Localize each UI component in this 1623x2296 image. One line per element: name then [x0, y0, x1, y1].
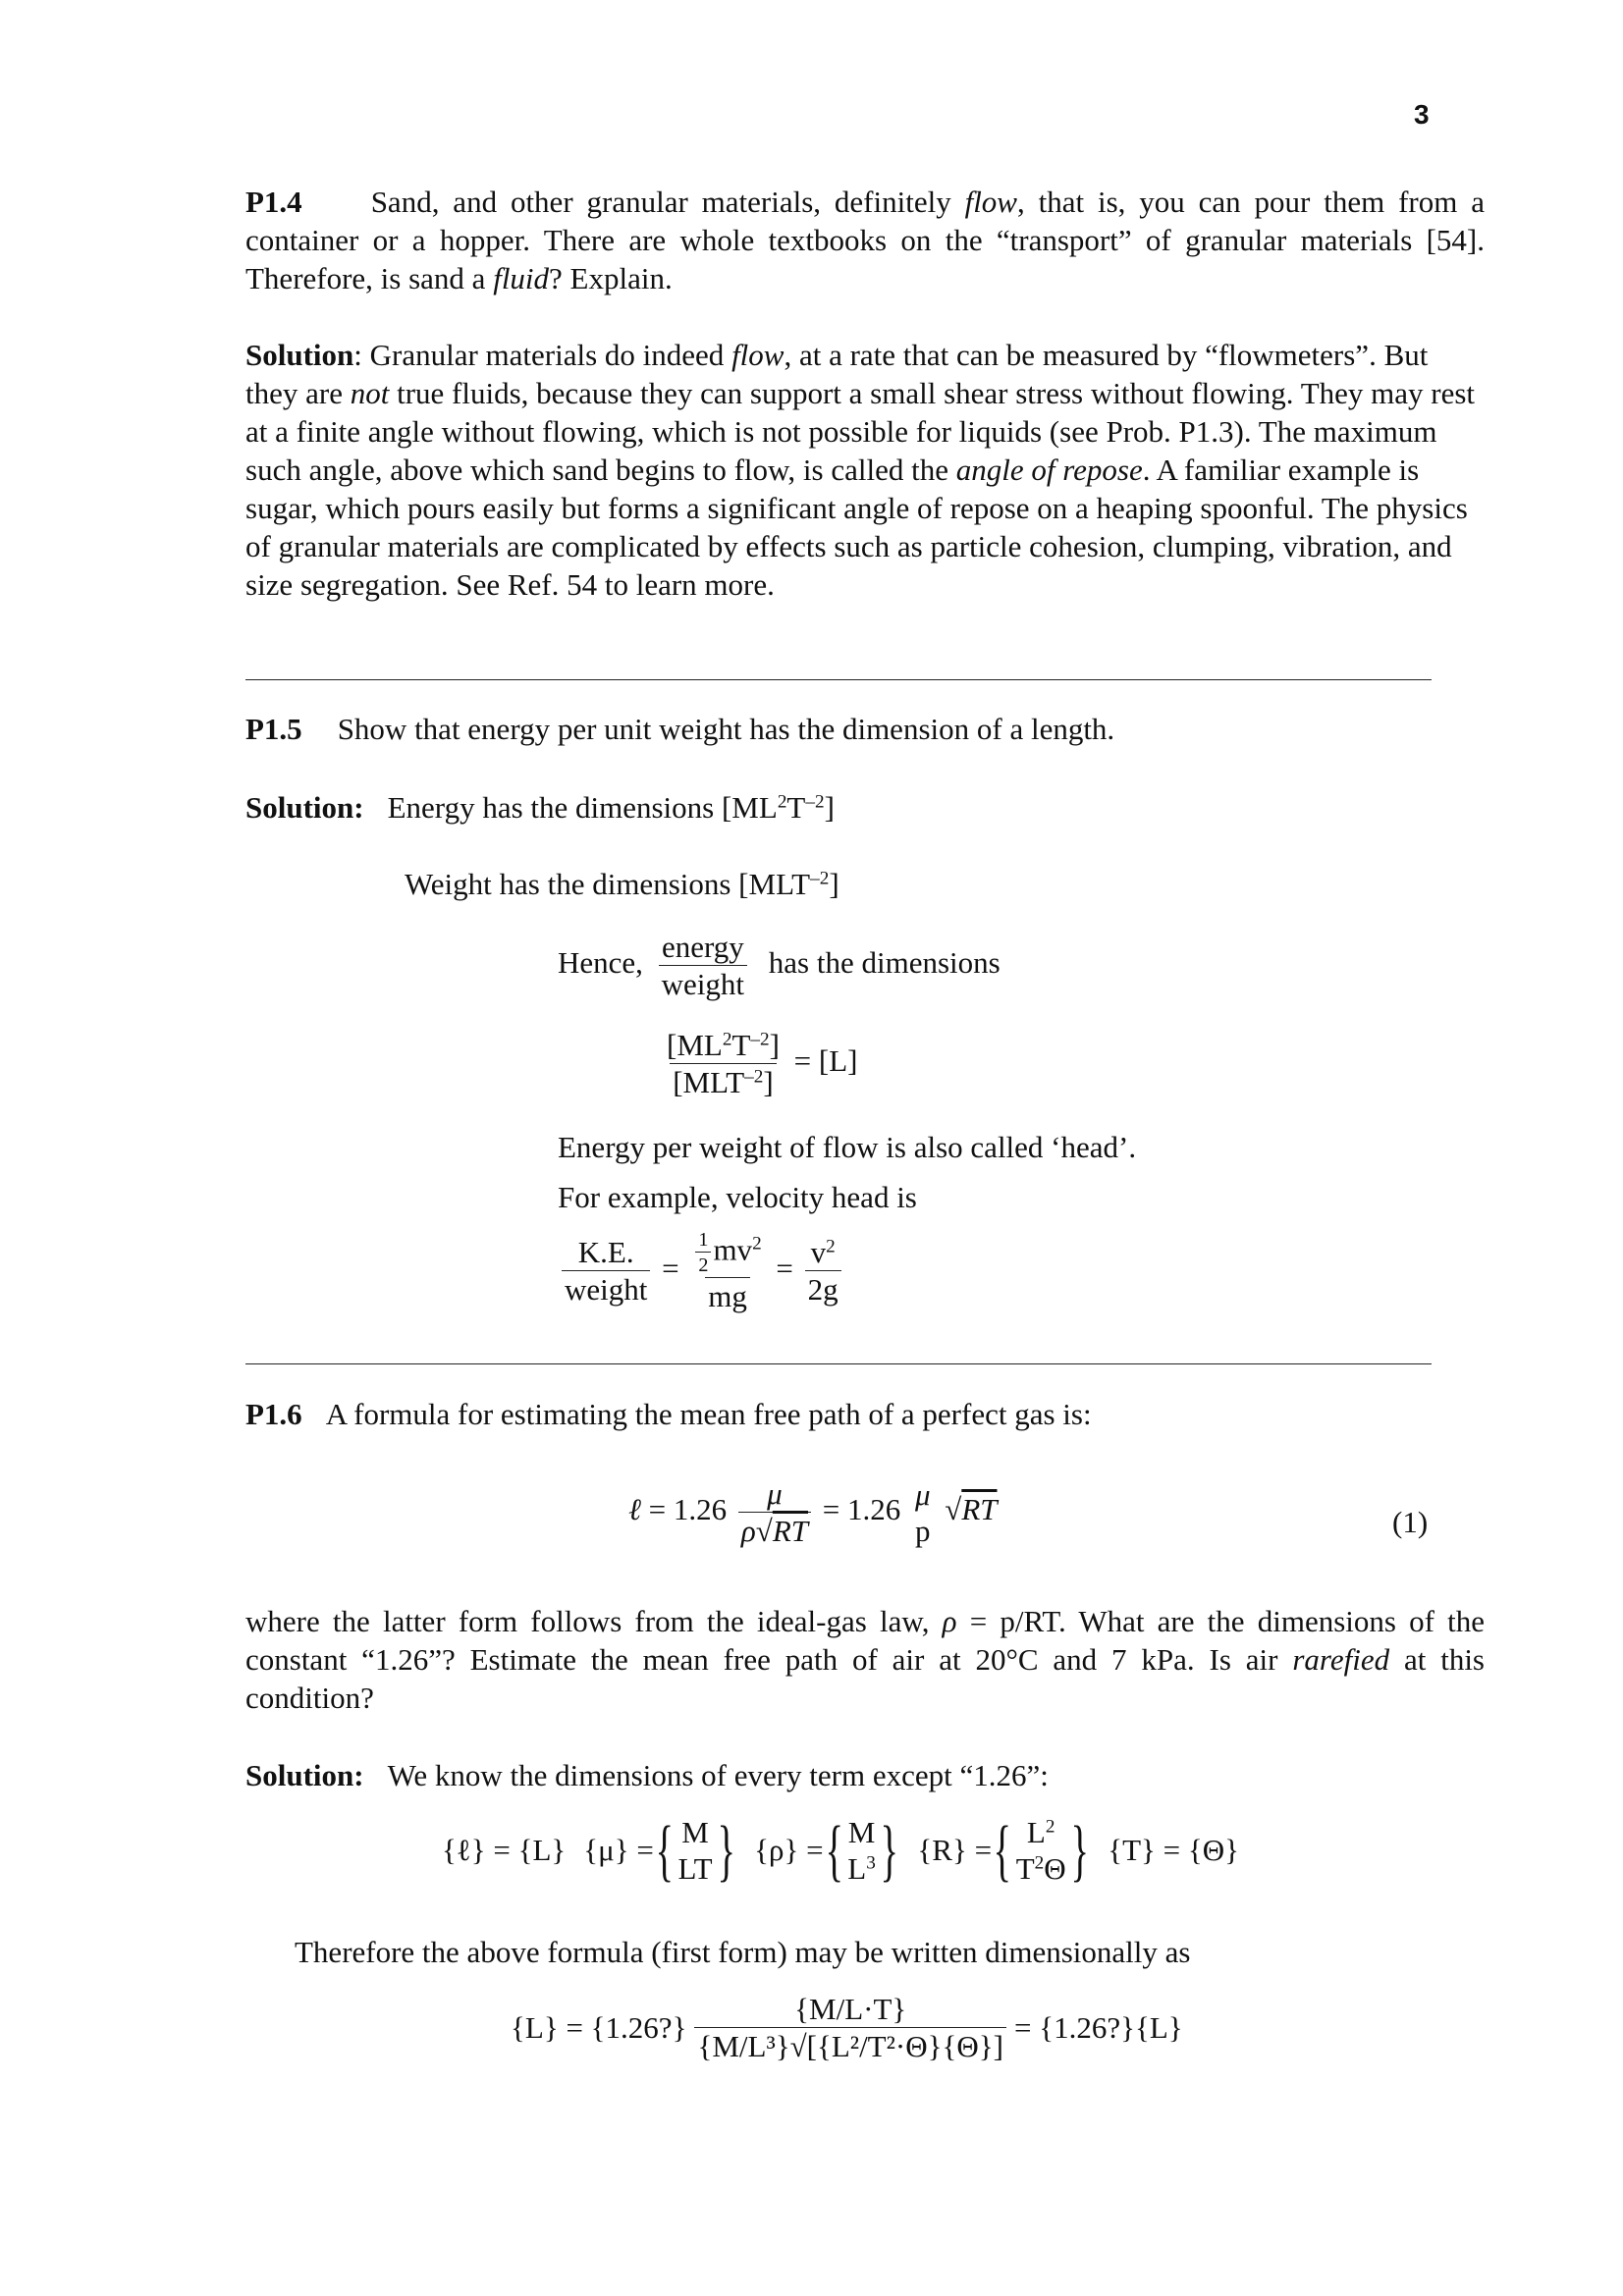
p16-label: P1.6	[245, 1397, 302, 1431]
p15-weight-line	[405, 866, 839, 904]
p16-mu-2: μ	[914, 1476, 931, 1512]
p15-label: P1.5	[245, 712, 302, 746]
p15-frac-energy: energy	[661, 930, 744, 964]
p14-q3: ? Explain.	[549, 261, 673, 295]
p16-formula: ℓ = 1.26 $\frac{\mu}{\rho√RT}$ = 1.26 μ p √RT	[628, 1476, 998, 1549]
p16-dimensional-eq	[511, 1993, 1183, 2063]
p16-big-num: {M/L·T}	[794, 1992, 907, 2026]
p15-question	[245, 711, 1114, 749]
p14-s1: : Granular materials do indeed	[353, 338, 732, 372]
p15-ke-frac	[562, 1236, 650, 1307]
p16-big-rhs: = {1.26?}{L}	[1013, 2009, 1183, 2045]
p16-w3: at this condition?	[245, 1642, 1485, 1715]
p15-eq-L: = [L]	[793, 1043, 858, 1079]
p16-question	[245, 1396, 1092, 1434]
p16-frac-2	[912, 1478, 934, 1548]
p15-energy-text: Energy has the dimensions [ML	[387, 790, 778, 825]
p16-w2: = p/RT. What are the dimensions of the constant “1.26”? Estimate the mean free path of air at 20°C and 7 kPa. Is air	[245, 1604, 1485, 1677]
p15-dim-num: $[ML^2T^{-2}]$	[667, 1028, 780, 1062]
p15-energy-t: T	[786, 790, 806, 825]
p16-dim-mu: {μ} = { M LT }	[583, 1812, 735, 1889]
p15-energy-sup: 2	[777, 791, 787, 813]
p15-hence-eq	[558, 931, 1001, 1001]
p14-solution-label: Solution	[245, 338, 354, 372]
p16-dimensions-row	[442, 1812, 1240, 1889]
p15-velocity-head-eq	[558, 1229, 845, 1313]
p16-big-lhs: {L} = {1.26?}	[511, 2009, 687, 2045]
p14-q-fluid: fluid	[493, 261, 550, 295]
p14-s-flow: flow	[731, 338, 784, 372]
p16-solution-label: Solution:	[245, 1758, 364, 1792]
p14-s3: true fluids, because they can support a small shear stress without flowing. They may rest at a finite angle without flowing, which is not possible for liquids (see Prob. P1.3). The maximum such angle, above which sand begins to flow, is called the	[245, 376, 1476, 487]
p14-question	[245, 183, 1485, 297]
p14-s-not: not	[350, 376, 390, 410]
p16-p: p	[915, 1513, 931, 1548]
p16-dim-T: {T} = {Θ}	[1108, 1833, 1240, 1868]
p14-s2: , at a rate that can be measured by “flowmeters”. But they are	[245, 338, 1429, 410]
p15-energy-close: ]	[824, 790, 835, 825]
p15-hence: Hence,	[558, 945, 643, 981]
p15-2g: 2g	[805, 1270, 841, 1307]
p15-has-dims: has the dimensions	[768, 945, 1001, 981]
p15-weight-text: Weight has the dimensions [MLT	[405, 867, 811, 901]
p16-big-frac	[694, 1993, 1006, 2063]
p15-energy-weight-frac	[659, 931, 747, 1001]
p16-rt-2: RT	[961, 1492, 998, 1527]
p15-equals-2: =	[776, 1251, 793, 1286]
p15-dim-frac	[664, 1029, 783, 1099]
p16-dim-rho: {ρ} = { M $L^3$ }	[754, 1812, 898, 1889]
p16-coef: = 1.26	[648, 1492, 728, 1527]
p15-ke-den: weight	[562, 1270, 650, 1307]
p16-therefore-line: Therefore the above formula (first form) may be written dimensionally as	[295, 1935, 1191, 1969]
p16-solution-line	[245, 1757, 1049, 1795]
p16-den-1: ρ√RT	[738, 1512, 811, 1548]
p15-energy-sup2: –2	[805, 791, 825, 813]
p16-coef2: = 1.26	[822, 1492, 901, 1527]
p15-frac-weight: weight	[659, 965, 747, 1001]
p16-w-rho: ρ	[942, 1604, 957, 1638]
p15-weight-sup: –2	[810, 868, 830, 889]
page-number: 3	[1414, 99, 1430, 130]
p16-w-rarefied: rarefied	[1292, 1642, 1390, 1677]
p15-dim-eq	[660, 1029, 857, 1099]
p16-mu: μ	[767, 1476, 783, 1511]
p15-ke: K.E.	[577, 1235, 634, 1270]
p16-question-text: A formula for estimating the mean free path of a perfect gas is:	[325, 1397, 1092, 1431]
p16-w1: where the latter form follows from the ideal-gas law,	[245, 1604, 943, 1638]
p16-where-text	[245, 1602, 1485, 1717]
p16-eq-number: (1)	[1392, 1505, 1429, 1539]
p16-ell: ℓ	[628, 1492, 641, 1527]
p15-mg: mg	[705, 1277, 750, 1313]
p14-solution	[245, 336, 1485, 604]
p16-dim-R: {R} = { $L^2$ $T^2\Theta$ }	[917, 1812, 1089, 1889]
p15-head-line: Energy per weight of flow is also called ‘head’.	[558, 1130, 1137, 1164]
p15-energy-line	[245, 789, 835, 828]
divider-2	[245, 1363, 1432, 1364]
p15-solution-label: Solution:	[245, 790, 364, 825]
p15-equals-1: =	[662, 1251, 679, 1286]
p15-mv-frac	[690, 1229, 764, 1313]
p16-frac-1	[738, 1477, 811, 1548]
p16-dim-ell: {ℓ} = {L}	[442, 1833, 567, 1868]
p14-q2: , that is, you can pour them from a container or a hopper. There are whole textbooks on the “transport” of granular materials [54]. Therefore, is sand a	[245, 185, 1485, 295]
p16-solution-text: We know the dimensions of every term except “1.26”:	[387, 1758, 1049, 1792]
p14-label: P1.4	[245, 185, 302, 219]
p14-s-angle: angle of repose	[955, 453, 1143, 487]
divider-1	[245, 679, 1432, 680]
p15-v2-num: $v^2$	[810, 1235, 836, 1270]
p14-s4: . A familiar example is sugar, which pours easily but forms a significant angle of repose on a heaping spoonful. The physics of granular materials are complicated by effects such as particle cohesion, clumping, vibration, and size segregation. See Ref. 54 to learn more.	[245, 453, 1468, 602]
p15-weight-close: ]	[829, 867, 839, 901]
p16-big-den: {M/L³}√[{L²/T²·Θ}{Θ}]	[694, 2027, 1006, 2063]
p15-v2-frac	[805, 1236, 841, 1307]
p15-mv-num: $\frac{1}{2}$ $mv^2$	[690, 1229, 764, 1277]
p15-dim-den: $[MLT^{-2}]$	[670, 1063, 776, 1099]
p14-q-flow: flow	[964, 185, 1017, 219]
p15-example-line: For example, velocity head is	[558, 1180, 917, 1214]
p15-question-text: Show that energy per unit weight has the dimension of a length.	[337, 712, 1115, 746]
p14-q1: Sand, and other granular materials, definitely	[370, 185, 965, 219]
